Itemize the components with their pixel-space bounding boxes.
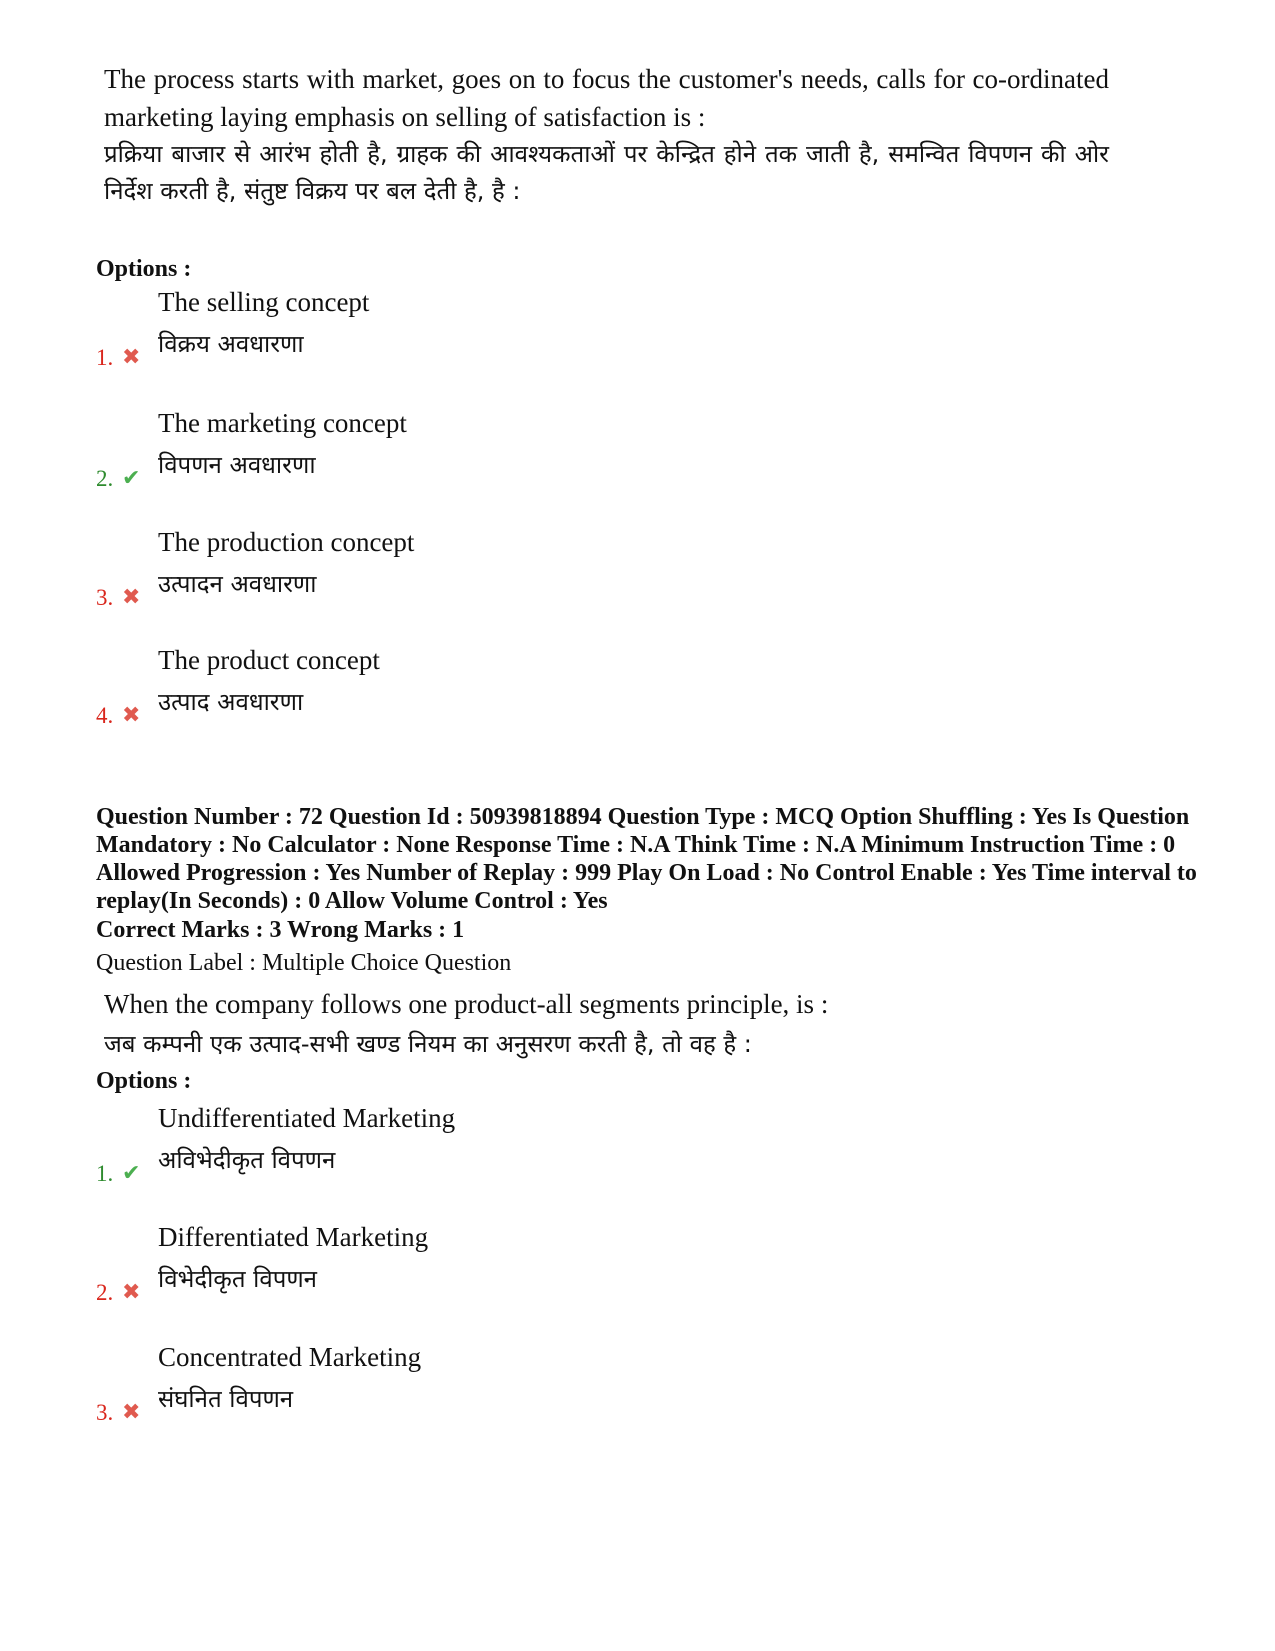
option-text-en: The marketing concept xyxy=(158,408,407,438)
option-number: 1. xyxy=(96,1161,114,1186)
options-label: Options : xyxy=(96,256,192,282)
options-label: Options : xyxy=(96,1068,192,1094)
option-2 xyxy=(94,1222,794,1322)
option-text-en: Undifferentiated Marketing xyxy=(158,1103,456,1133)
option-text-hi: अविभेदीकृत विपणन xyxy=(158,1146,336,1174)
question-text-hi: जब कम्पनी एक उत्पाद-सभी खण्ड नियम का अनुसरण करती है, तो वह है : xyxy=(104,1030,752,1058)
option-text-en: The selling concept xyxy=(158,287,370,317)
option-number: 2. xyxy=(96,1280,114,1305)
option-1 xyxy=(94,1103,794,1203)
option-3 xyxy=(94,527,794,627)
question-72-text xyxy=(104,985,1109,1063)
option-number: 3. xyxy=(96,585,114,610)
cross-icon: ✖ xyxy=(122,1280,141,1305)
check-icon: ✔ xyxy=(122,1161,141,1186)
question-text-en: When the company follows one product-all segments principle, is : xyxy=(104,989,829,1019)
option-number: 2. xyxy=(96,466,114,491)
question-meta xyxy=(96,803,1216,915)
option-number: 1. xyxy=(96,345,114,370)
option-text-hi: विपणन अवधारणा xyxy=(158,451,316,479)
option-4 xyxy=(94,645,794,745)
option-2 xyxy=(94,408,794,508)
question-label: Question Label : Multiple Choice Question xyxy=(96,950,512,976)
option-3 xyxy=(94,1342,794,1442)
option-number: 4. xyxy=(96,703,114,728)
cross-icon: ✖ xyxy=(122,585,141,610)
option-text-en: The product concept xyxy=(158,645,380,675)
question-marks: Correct Marks : 3 Wrong Marks : 1 xyxy=(96,917,465,943)
cross-icon: ✖ xyxy=(122,345,141,370)
option-text-en: The production concept xyxy=(158,527,415,557)
cross-icon: ✖ xyxy=(122,703,141,728)
option-1 xyxy=(94,287,794,387)
option-text-hi: उत्पाद अवधारणा xyxy=(158,688,304,716)
option-text-en: Concentrated Marketing xyxy=(158,1342,422,1372)
option-text-hi: विक्रय अवधारणा xyxy=(158,330,304,358)
option-text-en: Differentiated Marketing xyxy=(158,1222,429,1252)
cross-icon: ✖ xyxy=(122,1400,141,1425)
question-text-hi: प्रक्रिया बाजार से आरंभ होती है, ग्राहक की आवश्यकताओं पर केन्द्रित होने तक जाती है, समन्वित विपणन की ओर निर्देश करती है, संतुष्ट विक्रय पर बल देती है, है : xyxy=(104,140,1109,205)
option-text-hi: विभेदीकृत विपणन xyxy=(158,1265,317,1293)
question-71-text xyxy=(104,60,1109,210)
option-text-hi: उत्पादन अवधारणा xyxy=(158,570,317,598)
option-number: 3. xyxy=(96,1400,114,1425)
question-text-en: The process starts with market, goes on to focus the customer's needs, calls for co-ordinated marketing laying emphasis on selling of satisfaction is : xyxy=(104,64,1109,132)
check-icon: ✔ xyxy=(122,466,141,491)
question-meta-text: Question Number : 72 Question Id : 50939818894 Question Type : MCQ Option Shuffling : Yes Is Question Mandatory : No Calculator : None Response Time : N.A Think Time : N.A Minimum Instruction Time : 0 Allowed Progression : Yes Number of Replay : 999 Play On Load : No Control Enable : Yes Time interval to replay(In Seconds) : 0 Allow Volume Control : Yes xyxy=(96,804,1197,914)
option-text-hi: संघनित विपणन xyxy=(158,1385,294,1413)
